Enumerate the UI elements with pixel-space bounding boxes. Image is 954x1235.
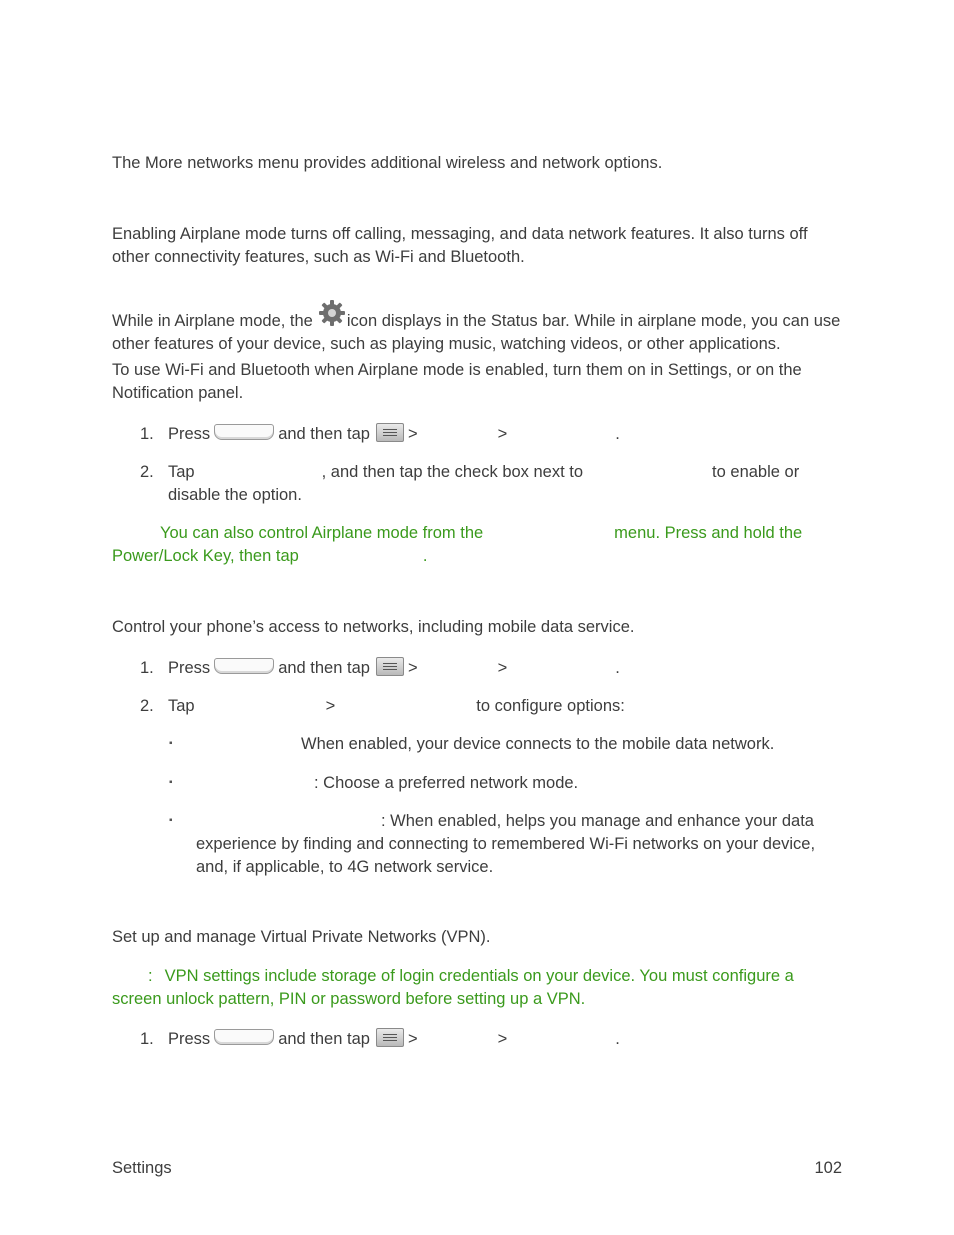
airplane-mode-description: Enabling Airplane mode turns off calling, messaging, and data network features. It also turns off other connectivity features, such as Wi-Fi and Bluetooth.: [112, 225, 808, 266]
step-end: .: [615, 1030, 620, 1048]
step-end: .: [615, 659, 620, 677]
step-enable-text: to enable or disable the option.: [168, 463, 800, 504]
bullet-text: When enabled, your device connects to the mobile data network.: [301, 735, 775, 753]
vpn-note-text: VPN settings include storage of login credentials on your device. You must configure a screen unlock pattern, PIN or password before setting up a VPN.: [112, 967, 794, 1008]
step-separator: >: [407, 1030, 418, 1048]
home-key-icon: [214, 658, 274, 674]
step-tap-text: Tap: [168, 697, 195, 715]
airplane-tip: [112, 522, 842, 568]
home-key-icon: [214, 424, 274, 440]
step-separator: >: [325, 697, 336, 715]
mobile-networks-intro: Control your phone’s access to networks, including mobile data service.: [112, 618, 635, 636]
vpn-intro: Set up and manage Virtual Private Networks (VPN).: [112, 928, 491, 946]
more-networks-intro: The More networks menu provides additional wireless and network options.: [112, 154, 663, 172]
vpn-note-colon: :: [148, 967, 153, 985]
bullet-mark: ▪: [169, 815, 173, 826]
menu-key-icon: [376, 657, 404, 676]
bullet-text: : When enabled, helps you manage and enhance your data experience by finding and connecting to remembered Wi-Fi networks on your device, and, if applicable, to 4G network service.: [196, 812, 816, 876]
footer-page-number: 102: [814, 1159, 842, 1177]
tip-text-b: menu. Press and hold the Power/Lock Key, then tap: [112, 524, 803, 565]
step-press-text: Press: [168, 659, 211, 677]
step-number: 2.: [140, 697, 154, 715]
step-separator: >: [407, 659, 418, 677]
airplane-status-text-b: icon displays in the Status bar. While in airplane mode, you can use other features of your device, such as playing music, watching videos, or other applications.: [112, 312, 841, 353]
menu-key-icon: [376, 423, 404, 442]
step-number: 1.: [140, 1030, 154, 1048]
step-then-text: and then tap: [278, 1030, 370, 1048]
step-number: 2.: [140, 463, 154, 481]
step-separator: >: [497, 1030, 508, 1048]
step-then-text: and then tap: [278, 659, 370, 677]
vpn-note: [112, 965, 842, 1011]
step-number: 1.: [140, 425, 154, 443]
step-press-text: Press: [168, 425, 211, 443]
step-press-text: Press: [168, 1030, 211, 1048]
bullet-text: : Choose a preferred network mode.: [314, 774, 579, 792]
airplane-status-text-a: While in Airplane mode, the: [112, 312, 313, 330]
airplane-wifi-paragraph: To use Wi-Fi and Bluetooth when Airplane mode is enabled, turn them on in Settings, or on the Notification panel.: [112, 361, 802, 402]
bullet-mark: ▪: [169, 738, 173, 749]
step-end: .: [615, 425, 620, 443]
home-key-icon: [214, 1029, 274, 1045]
tip-text-a: You can also control Airplane mode from the: [160, 524, 484, 542]
step-then-text: and then tap: [278, 425, 370, 443]
step-separator: >: [497, 659, 508, 677]
step-configure-text: to configure options:: [476, 697, 625, 715]
gear-icon: [317, 298, 347, 328]
menu-key-icon: [376, 1028, 404, 1047]
step-separator: >: [407, 425, 418, 443]
footer-section: Settings: [112, 1159, 172, 1177]
tip-text-c: .: [422, 547, 428, 565]
bullet-mark: ▪: [169, 777, 173, 788]
step-tap-text: Tap: [168, 463, 195, 481]
airplane-mode-status-paragraph: [112, 298, 842, 356]
step-checkbox-text: , and then tap the check box next to: [321, 463, 584, 481]
step-separator: >: [497, 425, 508, 443]
step-number: 1.: [140, 659, 154, 677]
